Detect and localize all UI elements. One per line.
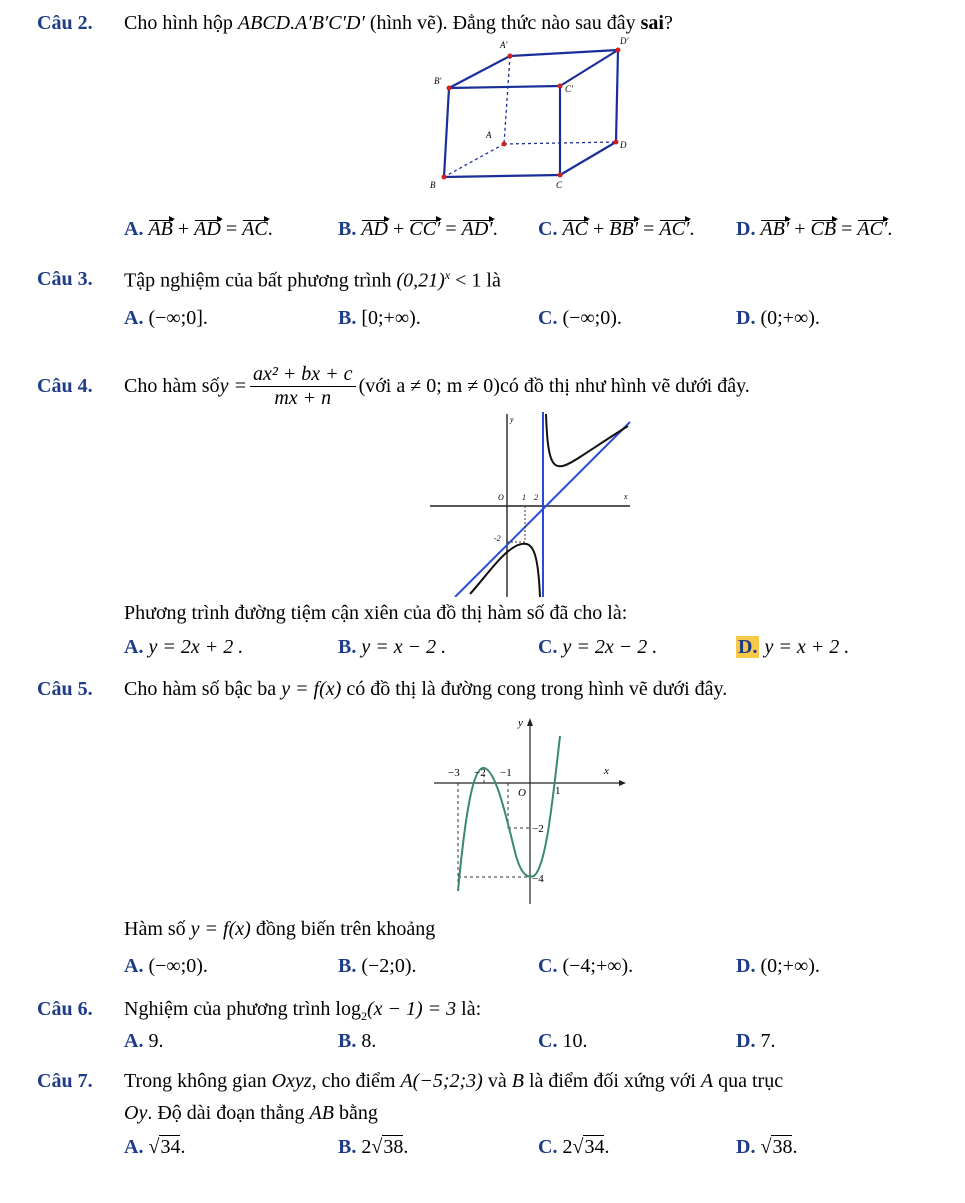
q3-option-c[interactable]: C. (−∞;0). <box>538 307 622 329</box>
q2-label: Câu 2. <box>37 12 93 34</box>
vertex-B <box>442 175 447 180</box>
q4-ytick: -2 <box>494 534 501 543</box>
q4-graph <box>430 412 635 597</box>
vertex-B-prime <box>447 86 452 91</box>
label-A: A <box>486 130 492 140</box>
q7-stem-line1: Trong không gian Oxyz, cho điểm A(−5;2;3) và B là điểm đối xứng với A qua trục <box>124 1070 784 1092</box>
q2-stem: Cho hình hộp ABCD.A′B′C′D′ (hình vẽ). Đẳng thức nào sau đây sai? <box>124 12 673 34</box>
vertex-D-prime <box>616 48 621 53</box>
q6-stem: Nghiệm của phương trình $\log_2(x - 1) = 3$ là: <box>124 998 482 1023</box>
vertex-A <box>502 142 507 147</box>
q5-question: Hàm số y = f(x) đồng biến trên khoảng <box>124 918 436 940</box>
q5-y-label: y <box>518 717 523 729</box>
q5-label: Câu 5. <box>37 678 93 700</box>
q5-xtick-1: 1 <box>555 785 561 797</box>
q5-x-label: x <box>604 765 609 777</box>
q7-stem-line2: Oy. Độ dài đoạn thẳng AB bằng <box>124 1102 378 1124</box>
vertex-A-prime <box>508 54 513 59</box>
label-B: B <box>430 180 436 190</box>
q3-option-d[interactable]: D. (0;+∞). <box>736 307 820 329</box>
q2-option-b[interactable]: B. AD + CC′ = AD′. <box>338 218 498 240</box>
q3-option-b[interactable]: B. [0;+∞). <box>338 307 421 329</box>
q2-option-d[interactable]: D. AB′ + CB = AC′. <box>736 218 893 240</box>
q6-label: Câu 6. <box>37 998 93 1020</box>
q5-option-d[interactable]: D. (0;+∞). <box>736 955 820 977</box>
vertex-D <box>614 140 619 145</box>
label-B-prime: B′ <box>434 76 442 86</box>
q5-xtick-m3: −3 <box>448 767 460 779</box>
q4-y-label: y <box>510 415 514 424</box>
q4-label: Câu 4. <box>37 375 93 397</box>
q5-xtick-m2: −2 <box>474 767 486 779</box>
q7-option-a[interactable]: A. √34. <box>124 1136 186 1158</box>
q4-origin-label: O <box>498 493 504 502</box>
q7-option-b[interactable]: B. 2√38. <box>338 1136 409 1158</box>
q7-label: Câu 7. <box>37 1070 93 1092</box>
q4-option-d[interactable]: D. y = x + 2 . <box>738 636 850 658</box>
q2-option-a[interactable]: A. AB + AD = AC. <box>124 218 273 240</box>
q4-right-branch <box>546 414 628 466</box>
vertex-C-prime <box>558 84 563 89</box>
q5-origin-label: O <box>518 787 526 799</box>
label-C-prime: C′ <box>565 84 573 94</box>
q4-option-a[interactable]: A. y = 2x + 2 . <box>124 636 244 658</box>
q4-tick-1: 1 <box>522 493 526 502</box>
q5-xtick-m1: −1 <box>500 767 512 779</box>
q5-option-b[interactable]: B. (−2;0). <box>338 955 417 977</box>
label-D: D <box>620 140 627 150</box>
q5-graph <box>434 716 634 906</box>
q5-ytick-m4: −4 <box>532 873 544 885</box>
label-D-prime: D′ <box>620 36 629 46</box>
q3-stem: Tập nghiệm của bất phương trình $(0,21)^x < 1$ là <box>124 268 501 292</box>
q2-option-c[interactable]: C. AC + BB′ = AC′. <box>538 218 695 240</box>
q3-option-a[interactable]: A. (−∞;0]. <box>124 307 208 329</box>
q6-option-d[interactable]: D. 7. <box>736 1030 776 1052</box>
q5-curve <box>458 736 560 891</box>
q6-option-a[interactable]: A. 9. <box>124 1030 164 1052</box>
q4-question: Phương trình đường tiệm cận xiên của đồ thị hàm số đã cho là: <box>124 602 628 624</box>
q4-option-b[interactable]: B. y = x − 2 . <box>338 636 447 658</box>
q4-tick-2: 2 <box>534 493 538 502</box>
label-A-prime: A′ <box>500 40 508 50</box>
q6-option-c[interactable]: C. 10. <box>538 1030 588 1052</box>
q7-option-c[interactable]: C. 2√34. <box>538 1136 610 1158</box>
q7-option-d[interactable]: D. √38. <box>736 1136 798 1158</box>
q5-ytick-m2: −2 <box>532 823 544 835</box>
q5-option-a[interactable]: A. (−∞;0). <box>124 955 208 977</box>
q5-option-c[interactable]: C. (−4;+∞). <box>538 955 634 977</box>
q5-stem: Cho hàm số bậc ba y = f(x) có đồ thị là đường cong trong hình vẽ dưới đây. <box>124 678 728 700</box>
q2-cube-figure <box>420 36 650 196</box>
q4-stem: Cho hàm số y = $\frac{\text{ax² + bx + c}}{mx + n}$ (với a ≠ 0; m ≠ 0) có đồ thị như hình vẽ dưới đây. <box>124 362 750 409</box>
label-C: C <box>556 180 563 190</box>
q3-label: Câu 3. <box>37 268 93 290</box>
vertex-C <box>558 173 563 178</box>
q4-option-c[interactable]: C. y = 2x − 2 . <box>538 636 658 658</box>
q6-option-b[interactable]: B. 8. <box>338 1030 377 1052</box>
q4-x-label: x <box>624 492 628 501</box>
